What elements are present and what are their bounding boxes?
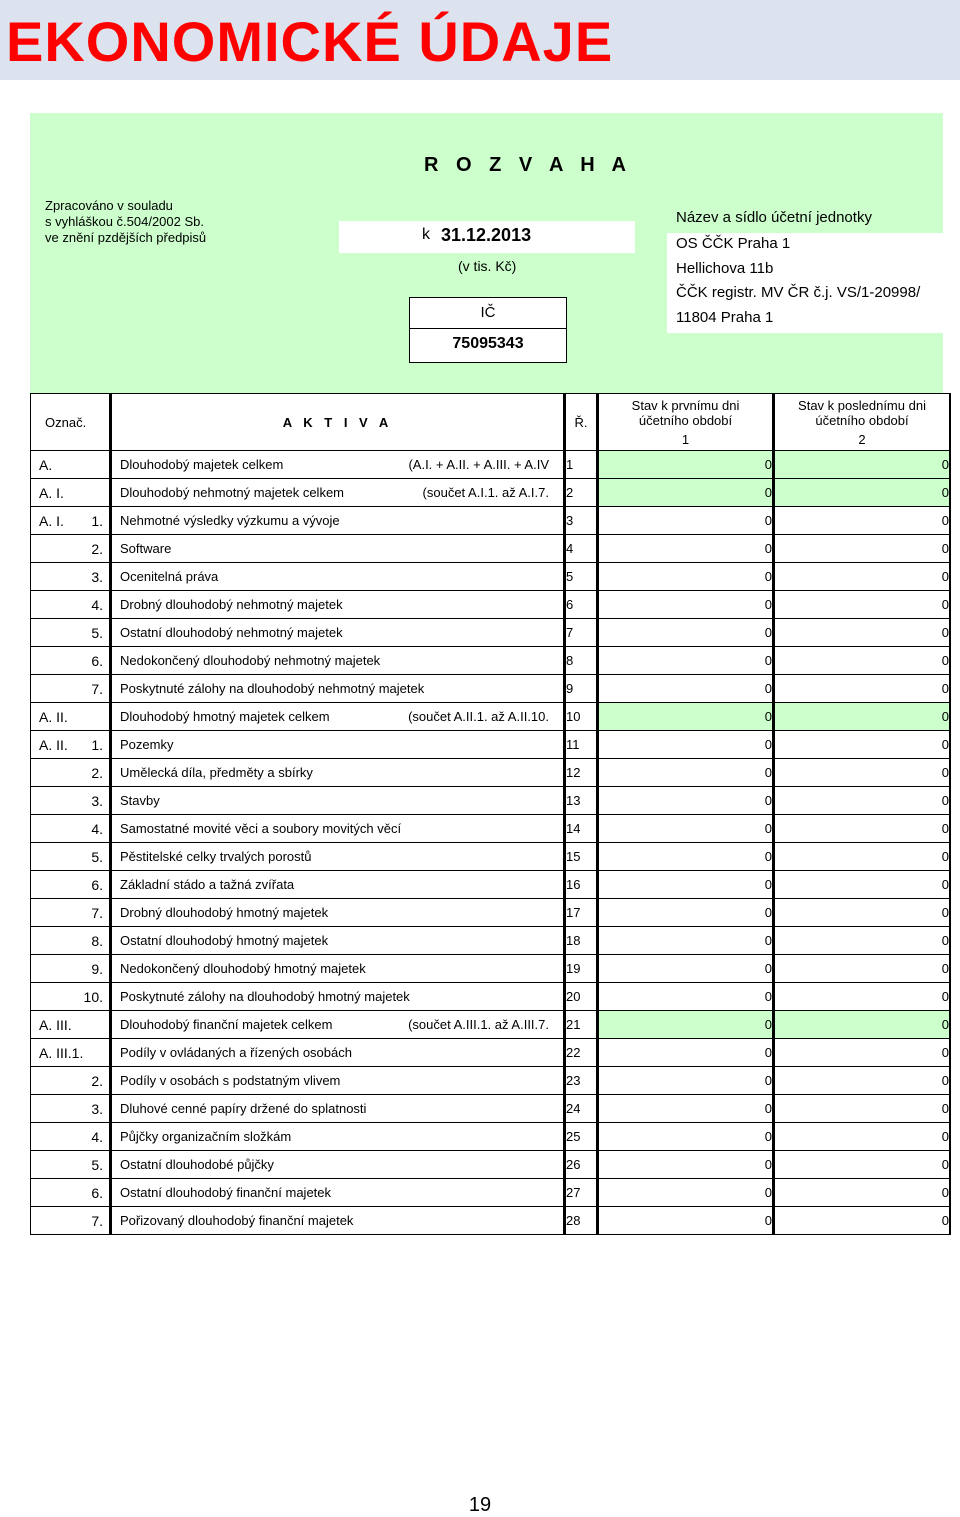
table-row	[31, 1123, 951, 1151]
row-name	[111, 1039, 565, 1067]
row-value-last: 0	[774, 507, 951, 535]
row-value-first: 0	[598, 843, 774, 871]
entity-line: 11804 Praha 1	[676, 309, 774, 326]
table-row	[31, 591, 951, 619]
row-name	[111, 563, 565, 591]
row-code-section: A. II.	[39, 708, 68, 725]
table-row	[31, 1179, 951, 1207]
row-label: Umělecká díla, předměty a sbírky	[120, 765, 313, 780]
row-code-item: 2.	[91, 1072, 103, 1089]
row-number: 20	[565, 983, 598, 1011]
row-code	[31, 647, 111, 675]
row-code	[31, 563, 111, 591]
compliance-line: ve znění pzdějších předpisů	[45, 230, 207, 245]
compliance-line: Zpracováno v souladu	[45, 198, 173, 213]
date-prefix: k	[422, 226, 430, 243]
ic-box	[409, 297, 567, 363]
row-value-first: 0	[598, 1067, 774, 1095]
row-label: Software	[120, 541, 172, 556]
row-value-last: 0	[774, 899, 951, 927]
row-value-first: 0	[598, 1207, 774, 1235]
row-label: Nedokončený dlouhodobý nehmotný majetek	[120, 653, 381, 668]
row-value-last: 0	[774, 563, 951, 591]
row-value-first: 0	[598, 563, 774, 591]
row-value-first: 0	[598, 647, 774, 675]
balance-date: 31.12.2013	[441, 225, 532, 245]
table-row	[31, 731, 951, 759]
row-label: Půjčky organizačním složkám	[120, 1129, 292, 1144]
row-number: 17	[565, 899, 598, 927]
table-row	[31, 507, 951, 535]
row-number: 3	[565, 507, 598, 535]
row-number: 14	[565, 815, 598, 843]
row-formula: (součet A.II.1. až A.II.10.	[408, 709, 549, 724]
row-code	[31, 1207, 111, 1235]
row-label: Drobný dlouhodobý hmotný majetek	[120, 905, 329, 920]
assets-table	[30, 393, 951, 1235]
row-value-last: 0	[774, 647, 951, 675]
row-value-first: 0	[598, 1151, 774, 1179]
row-code	[31, 703, 111, 731]
row-name	[111, 787, 565, 815]
row-number: 24	[565, 1095, 598, 1123]
row-value-first: 0	[598, 815, 774, 843]
table-row	[31, 1151, 951, 1179]
header-first-day-line: účetního období	[638, 412, 733, 428]
row-code-item: 10.	[83, 988, 103, 1005]
row-number: 13	[565, 787, 598, 815]
row-code	[31, 955, 111, 983]
row-code	[31, 451, 111, 479]
row-name	[111, 731, 565, 759]
row-label: Ostatní dlouhodobý nehmotný majetek	[120, 625, 343, 640]
row-name	[111, 675, 565, 703]
table-row	[31, 675, 951, 703]
row-value-first: 0	[598, 619, 774, 647]
row-label: Dlouhodobý finanční majetek celkem	[120, 1017, 333, 1032]
row-name	[111, 1123, 565, 1151]
row-number: 9	[565, 675, 598, 703]
row-label: Dlouhodobý majetek celkem	[120, 457, 284, 472]
row-code-item: 9.	[91, 960, 103, 977]
row-value-last: 0	[774, 731, 951, 759]
row-value-first: 0	[598, 675, 774, 703]
page-header-band	[0, 0, 960, 80]
row-code	[31, 871, 111, 899]
row-value-first: 0	[598, 1123, 774, 1151]
row-value-last: 0	[774, 1123, 951, 1151]
row-code	[31, 983, 111, 1011]
row-number: 7	[565, 619, 598, 647]
table-row	[31, 479, 951, 507]
row-code	[31, 731, 111, 759]
row-name	[111, 983, 565, 1011]
row-value-last: 0	[774, 703, 951, 731]
row-code	[31, 787, 111, 815]
row-label: Poskytnuté zálohy na dlouhodobý hmotný majetek	[120, 989, 410, 1004]
row-formula: (součet A.III.1. až A.III.7.	[408, 1017, 549, 1032]
row-value-last: 0	[774, 1179, 951, 1207]
table-row	[31, 871, 951, 899]
header-row-number: Ř.	[565, 394, 598, 451]
row-code-section: A. II.	[39, 736, 68, 753]
row-value-first: 0	[598, 731, 774, 759]
row-code-item: 4.	[91, 820, 103, 837]
row-code-item: 7.	[91, 1212, 103, 1229]
row-label: Pozemky	[120, 737, 174, 752]
row-name	[111, 1067, 565, 1095]
row-name	[111, 1207, 565, 1235]
row-number: 25	[565, 1123, 598, 1151]
row-code	[31, 1067, 111, 1095]
row-number: 10	[565, 703, 598, 731]
row-name	[111, 535, 565, 563]
header-first-day	[598, 394, 774, 451]
row-label: Samostatné movité věci a soubory movitých věcí	[120, 821, 402, 836]
table-row	[31, 1067, 951, 1095]
table-row	[31, 647, 951, 675]
row-code-item: 3.	[91, 1100, 103, 1117]
row-label: Ocenitelná práva	[120, 569, 219, 584]
row-name	[111, 647, 565, 675]
row-label: Nedokončený dlouhodobý hmotný majetek	[120, 961, 366, 976]
row-name	[111, 871, 565, 899]
row-name	[111, 1151, 565, 1179]
row-label: Poskytnuté zálohy na dlouhodobý nehmotný majetek	[120, 681, 425, 696]
row-value-first: 0	[598, 983, 774, 1011]
header-aktiva: A K T I V A	[111, 394, 565, 451]
row-code-item: 5.	[91, 624, 103, 641]
row-name	[111, 899, 565, 927]
row-code-item: 5.	[91, 1156, 103, 1173]
row-code-item: 7.	[91, 904, 103, 921]
row-label: Pěstitelské celky trvalých porostů	[120, 849, 312, 864]
row-label: Dlouhodobý hmotný majetek celkem	[120, 709, 330, 724]
row-value-last: 0	[774, 1151, 951, 1179]
row-name	[111, 955, 565, 983]
row-label: Základní stádo a tažná zvířata	[120, 877, 295, 892]
table-row	[31, 619, 951, 647]
table-row	[31, 759, 951, 787]
row-name	[111, 451, 565, 479]
row-value-first: 0	[598, 955, 774, 983]
row-code	[31, 815, 111, 843]
row-name	[111, 1179, 565, 1207]
row-code-section: A. I.	[39, 512, 64, 529]
row-number: 12	[565, 759, 598, 787]
row-name	[111, 591, 565, 619]
table-row	[31, 815, 951, 843]
row-code-item: 3.	[91, 792, 103, 809]
row-code-item: 1.	[91, 736, 103, 753]
row-code-item: 4.	[91, 596, 103, 613]
header-code: Označ.	[31, 394, 111, 451]
row-code	[31, 1039, 111, 1067]
table-row	[31, 535, 951, 563]
row-value-last: 0	[774, 535, 951, 563]
row-value-last: 0	[774, 1039, 951, 1067]
row-code	[31, 591, 111, 619]
row-code	[31, 479, 111, 507]
row-code-item: 7.	[91, 680, 103, 697]
row-value-last: 0	[774, 955, 951, 983]
row-label: Ostatní dlouhodobý finanční majetek	[120, 1185, 332, 1200]
row-value-first: 0	[598, 703, 774, 731]
row-code	[31, 899, 111, 927]
row-number: 1	[565, 451, 598, 479]
table-row	[31, 563, 951, 591]
page-title: EKONOMICKÉ ÚDAJE	[6, 10, 614, 73]
row-number: 4	[565, 535, 598, 563]
row-number: 11	[565, 731, 598, 759]
row-number: 23	[565, 1067, 598, 1095]
ic-value: 75095343	[452, 335, 524, 352]
ic-label: IČ	[410, 298, 566, 329]
row-label: Dlouhodobý nehmotný majetek celkem	[120, 485, 345, 500]
table-row	[31, 955, 951, 983]
row-label: Podíly v ovládaných a řízených osobách	[120, 1045, 352, 1060]
row-code-item: 1.	[91, 512, 103, 529]
table-row	[31, 787, 951, 815]
table-row	[31, 983, 951, 1011]
row-code	[31, 507, 111, 535]
row-number: 5	[565, 563, 598, 591]
row-value-last: 0	[774, 1207, 951, 1235]
row-code	[31, 927, 111, 955]
row-value-last: 0	[774, 479, 951, 507]
row-value-first: 0	[598, 451, 774, 479]
row-code-section: A. III.1.	[39, 1044, 84, 1061]
row-value-last: 0	[774, 451, 951, 479]
row-value-first: 0	[598, 507, 774, 535]
table-row	[31, 1039, 951, 1067]
row-code-item: 6.	[91, 652, 103, 669]
row-label: Stavby	[120, 793, 160, 808]
row-code	[31, 619, 111, 647]
row-code	[31, 535, 111, 563]
row-value-first: 0	[598, 927, 774, 955]
row-value-last: 0	[774, 787, 951, 815]
row-name	[111, 479, 565, 507]
entity-label: Název a sídlo účetní jednotky	[676, 209, 872, 226]
row-code	[31, 675, 111, 703]
table-row	[31, 1095, 951, 1123]
units-note: (v tis. Kč)	[458, 258, 517, 274]
header-last-day-col: 2	[858, 431, 866, 447]
row-code-item: 3.	[91, 568, 103, 585]
header-last-day-line: Stav k poslednímu dni	[798, 397, 926, 413]
row-label: Ostatní dlouhodobý hmotný majetek	[120, 933, 329, 948]
table-row	[31, 703, 951, 731]
row-code	[31, 1011, 111, 1039]
row-value-first: 0	[598, 1095, 774, 1123]
row-value-last: 0	[774, 1095, 951, 1123]
entity-line: Hellichova 11b	[676, 260, 774, 277]
row-number: 16	[565, 871, 598, 899]
row-code-item: 2.	[91, 540, 103, 557]
row-value-last: 0	[774, 1011, 951, 1039]
row-formula: (A.I. + A.II. + A.III. + A.IV	[408, 457, 549, 472]
row-code-item: 6.	[91, 876, 103, 893]
row-value-last: 0	[774, 675, 951, 703]
row-value-last: 0	[774, 759, 951, 787]
row-value-first: 0	[598, 871, 774, 899]
row-value-first: 0	[598, 759, 774, 787]
compliance-line: s vyhláškou č.504/2002 Sb.	[45, 214, 204, 229]
row-name	[111, 759, 565, 787]
row-value-first: 0	[598, 479, 774, 507]
table-header-row	[31, 394, 951, 451]
row-value-last: 0	[774, 927, 951, 955]
row-value-last: 0	[774, 619, 951, 647]
row-code-item: 8.	[91, 932, 103, 949]
row-name	[111, 927, 565, 955]
row-label: Dluhové cenné papíry držené do splatnosti	[120, 1101, 367, 1116]
row-number: 2	[565, 479, 598, 507]
row-formula: (součet A.I.1. až A.I.7.	[422, 485, 549, 500]
row-value-last: 0	[774, 815, 951, 843]
row-name	[111, 1011, 565, 1039]
row-number: 27	[565, 1179, 598, 1207]
row-number: 28	[565, 1207, 598, 1235]
row-label: Nehmotné výsledky výzkumu a vývoje	[120, 513, 340, 528]
row-code	[31, 1179, 111, 1207]
row-code-item: 2.	[91, 764, 103, 781]
row-value-first: 0	[598, 787, 774, 815]
row-code-section: A.	[39, 456, 53, 473]
row-number: 8	[565, 647, 598, 675]
table-row	[31, 899, 951, 927]
row-name	[111, 507, 565, 535]
row-code-section: A. III.	[39, 1016, 72, 1033]
row-value-first: 0	[598, 535, 774, 563]
row-name	[111, 619, 565, 647]
table-row	[31, 1011, 951, 1039]
row-code-item: 5.	[91, 848, 103, 865]
row-name	[111, 843, 565, 871]
header-first-day-col: 1	[681, 431, 690, 447]
row-code	[31, 843, 111, 871]
row-number: 26	[565, 1151, 598, 1179]
row-name	[111, 703, 565, 731]
row-code	[31, 759, 111, 787]
row-number: 6	[565, 591, 598, 619]
row-name	[111, 1095, 565, 1123]
row-value-last: 0	[774, 1067, 951, 1095]
row-value-first: 0	[598, 1179, 774, 1207]
entity-line: OS ČČK Praha 1	[676, 235, 791, 252]
page-number: 19	[468, 1494, 492, 1516]
row-label: Ostatní dlouhodobé půjčky	[120, 1157, 274, 1172]
row-code-item: 4.	[91, 1128, 103, 1145]
row-value-last: 0	[774, 983, 951, 1011]
row-number: 19	[565, 955, 598, 983]
row-label: Podíly v osobách s podstatným vlivem	[120, 1073, 341, 1088]
table-row	[31, 843, 951, 871]
row-label: Drobný dlouhodobý nehmotný majetek	[120, 597, 343, 612]
row-code	[31, 1095, 111, 1123]
row-value-last: 0	[774, 843, 951, 871]
row-code-item: 6.	[91, 1184, 103, 1201]
row-value-first: 0	[598, 591, 774, 619]
row-code-section: A. I.	[39, 484, 64, 501]
row-number: 22	[565, 1039, 598, 1067]
row-code	[31, 1151, 111, 1179]
form-title: R O Z V A H A	[424, 154, 632, 176]
row-code	[31, 1123, 111, 1151]
table-row	[31, 1207, 951, 1235]
header-last-day	[774, 394, 951, 451]
table-row	[31, 451, 951, 479]
row-number: 18	[565, 927, 598, 955]
entity-line: ČČK registr. MV ČR č.j. VS/1-20998/	[676, 284, 921, 301]
header-first-day-line: Stav k prvnímu dni	[631, 397, 740, 413]
row-value-first: 0	[598, 1011, 774, 1039]
row-label: Pořizovaný dlouhodobý finanční majetek	[120, 1213, 354, 1228]
row-value-first: 0	[598, 1039, 774, 1067]
row-value-last: 0	[774, 591, 951, 619]
header-last-day-line: účetního období	[815, 412, 909, 428]
compliance-note	[45, 198, 206, 246]
assets-table-area	[30, 393, 951, 1235]
row-number: 15	[565, 843, 598, 871]
table-row	[31, 927, 951, 955]
row-value-last: 0	[774, 871, 951, 899]
row-name	[111, 815, 565, 843]
row-number: 21	[565, 1011, 598, 1039]
row-value-first: 0	[598, 899, 774, 927]
